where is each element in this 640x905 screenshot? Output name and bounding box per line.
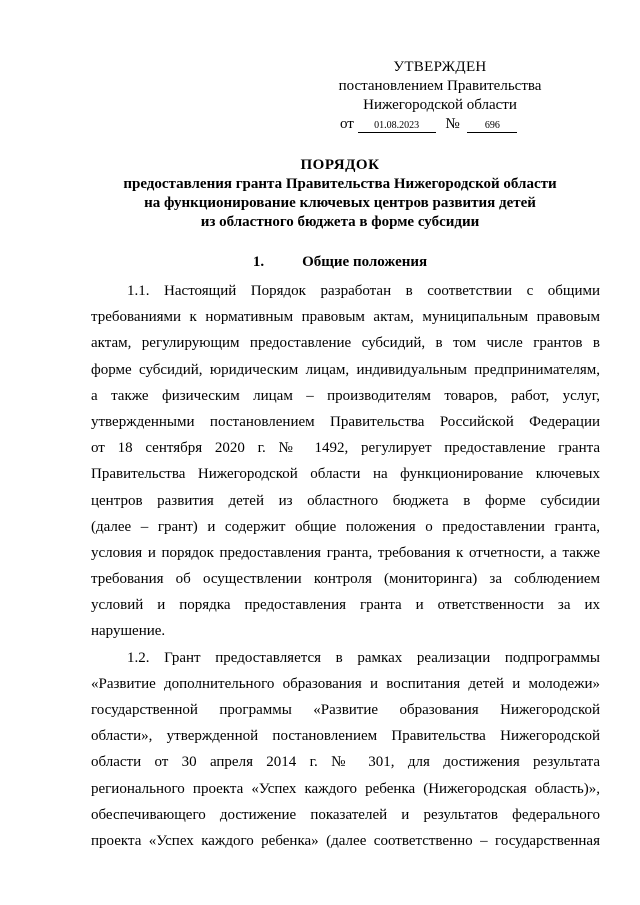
text-line: от 18 сентября 2020 г. № 1492, регулирует предоставление гранта (91, 440, 600, 457)
document-subtitle-line-3: из областного бюджета в форме субсидии (200, 214, 480, 230)
paragraph-1-1 (91, 278, 600, 645)
text-line: государственной программы «Развитие образования Нижегородской (91, 702, 600, 718)
document-title-block (60, 156, 620, 232)
text-line: Правительства Нижегородской области на функционирование ключевых (91, 466, 600, 483)
document-subtitle-line-2: на функционирование ключевых центров развития детей (144, 195, 536, 211)
text-line: форме субсидий, юридическим лицам, индивидуальным предпринимателям, (91, 361, 600, 378)
text-line: условия и порядок предоставления гранта, требования к отчетности, а также (91, 544, 600, 561)
text-line: регионального проекта «Успех каждого ребенка (Нижегородская область)», (91, 780, 600, 797)
approval-date-row (340, 115, 550, 134)
text-line: 1.1. Настоящий Порядок разработан в соответствии с общими (127, 283, 600, 299)
document-subtitle-line-1: предоставления гранта Правительства Нижегородской области (123, 176, 557, 192)
text-line: нарушение. (91, 623, 166, 640)
text-line: обеспечивающего достижение показателей и результатов федерального (91, 806, 600, 823)
paragraph-1-2 (91, 645, 600, 855)
text-line: условий и порядка предоставления гранта и ответственности за их (91, 597, 600, 614)
text-line: центров развития детей из областного бюджета в форме субсидии (91, 492, 600, 509)
text-line: а также физическим лицам – производителям товаров, работ, услуг, (91, 387, 600, 404)
text-line: проекта «Успех каждого ребенка» (далее соответственно – государственная (91, 832, 600, 849)
text-line: области», утвержденной постановлением Правительства Нижегородской (91, 728, 600, 745)
text-line: 1.2. Грант предоставляется в рамках реализации подпрограммы (127, 649, 600, 666)
text-line: области от 30 апреля 2014 г. № 301, для достижения результата (91, 754, 600, 771)
document-title: ПОРЯДОК (300, 157, 380, 173)
text-line: (далее – грант) и содержит общие положения о предоставлении гранта, (91, 518, 600, 535)
section-heading (60, 253, 620, 272)
approval-title: УТВЕРЖДЕН (393, 59, 487, 75)
text-line: требованиями к нормативным правовым актам, муниципальным правовым (91, 309, 600, 326)
approval-date: 01.08.2023 (358, 120, 436, 133)
text-line: «Развитие дополнительного образования и воспитания детей и молодежи» (91, 675, 600, 692)
approval-line-2: Нижегородской области (363, 97, 517, 113)
section-number: 1. (252, 254, 265, 270)
approval-number-sign: № (445, 116, 460, 132)
body-text (91, 278, 600, 854)
text-line: требования об осуществлении контроля (мониторинга) за соблюдением (91, 571, 600, 588)
text-line: актам, регулирующим предоставление субсидий, в том числе грантов в (91, 335, 600, 352)
section-title: Общие положения (302, 254, 428, 270)
approval-stamp (330, 58, 550, 134)
text-line: утвержденными постановлением Правительства Российской Федерации (91, 413, 600, 430)
approval-line-1: постановлением Правительства (338, 78, 542, 94)
approval-number: 696 (467, 120, 517, 133)
approval-from-label: от (340, 116, 354, 132)
